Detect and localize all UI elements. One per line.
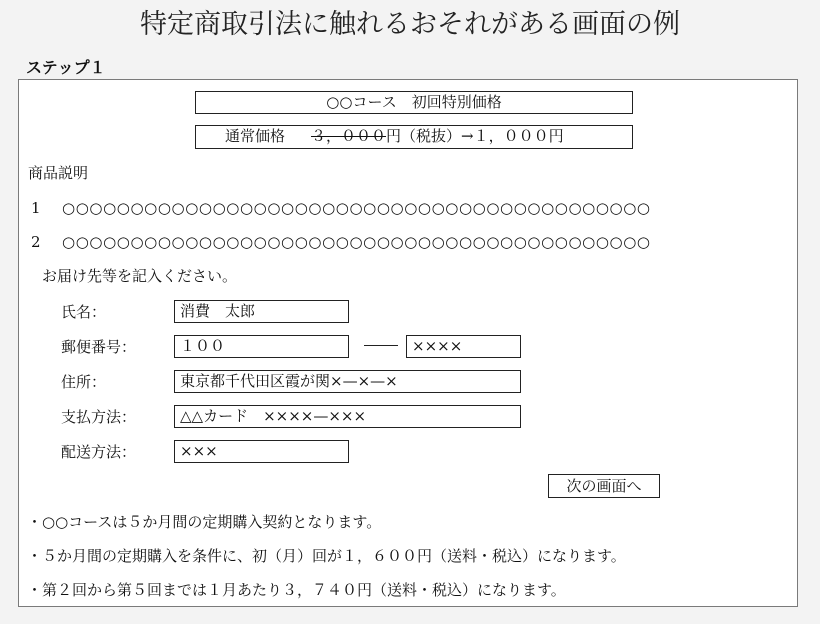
postal-code-input-second[interactable]: ×××× xyxy=(406,335,521,358)
name-input[interactable]: 消費 太郎 xyxy=(174,300,349,323)
discount-price: 円（税抜）→１，０００円 xyxy=(386,127,564,145)
name-label: 氏名： xyxy=(61,303,107,321)
payment-method-label: 支払方法： xyxy=(61,408,137,426)
regular-price: ３，０００ xyxy=(311,127,387,145)
form-intro: お届け先等を記入ください。 xyxy=(42,267,238,285)
description-item-text: ○○○○○○○○○○○○○○○○○○○○○○○○○○○○○○○○○○○○○○○○○○○ xyxy=(62,233,651,251)
payment-method-input[interactable]: △△カード ××××—××× xyxy=(174,405,521,428)
checkout-panel xyxy=(18,79,798,607)
contract-note: ・○○コースは５か月間の定期購入契約となります。 xyxy=(27,513,382,531)
description-heading: 商品説明 xyxy=(28,164,89,182)
postal-code-input-first[interactable]: １００ xyxy=(174,335,349,358)
description-item-text: ○○○○○○○○○○○○○○○○○○○○○○○○○○○○○○○○○○○○○○○○○○○ xyxy=(62,199,651,217)
description-item-number: 2 xyxy=(31,233,41,251)
next-screen-button[interactable]: 次の画面へ xyxy=(548,474,660,498)
address-input[interactable]: 東京都千代田区霞が関×—×—× xyxy=(174,370,521,393)
course-name-box xyxy=(195,91,633,114)
description-item-number: 1 xyxy=(31,199,41,217)
postal-code-separator xyxy=(364,345,398,346)
step-label: ステップ１ xyxy=(26,58,106,77)
shipping-method-label: 配送方法： xyxy=(61,443,137,461)
address-label: 住所： xyxy=(61,373,107,391)
regular-price-label: 通常価格 xyxy=(225,127,286,145)
price-box xyxy=(195,125,633,149)
contract-note: ・第２回から第５回までは１月あたり３，７４０円（送料・税込）になります。 xyxy=(27,581,566,599)
shipping-method-input[interactable]: ××× xyxy=(174,440,349,463)
contract-note: ・５か月間の定期購入を条件に、初（月）回が１，６００円（送料・税込）になります。 xyxy=(27,547,626,565)
postal-code-label: 郵便番号： xyxy=(61,338,137,356)
page-title: 特定商取引法に触れるおそれがある画面の例 xyxy=(140,9,680,40)
course-name: ○○コース 初回特別価格 xyxy=(326,93,502,111)
